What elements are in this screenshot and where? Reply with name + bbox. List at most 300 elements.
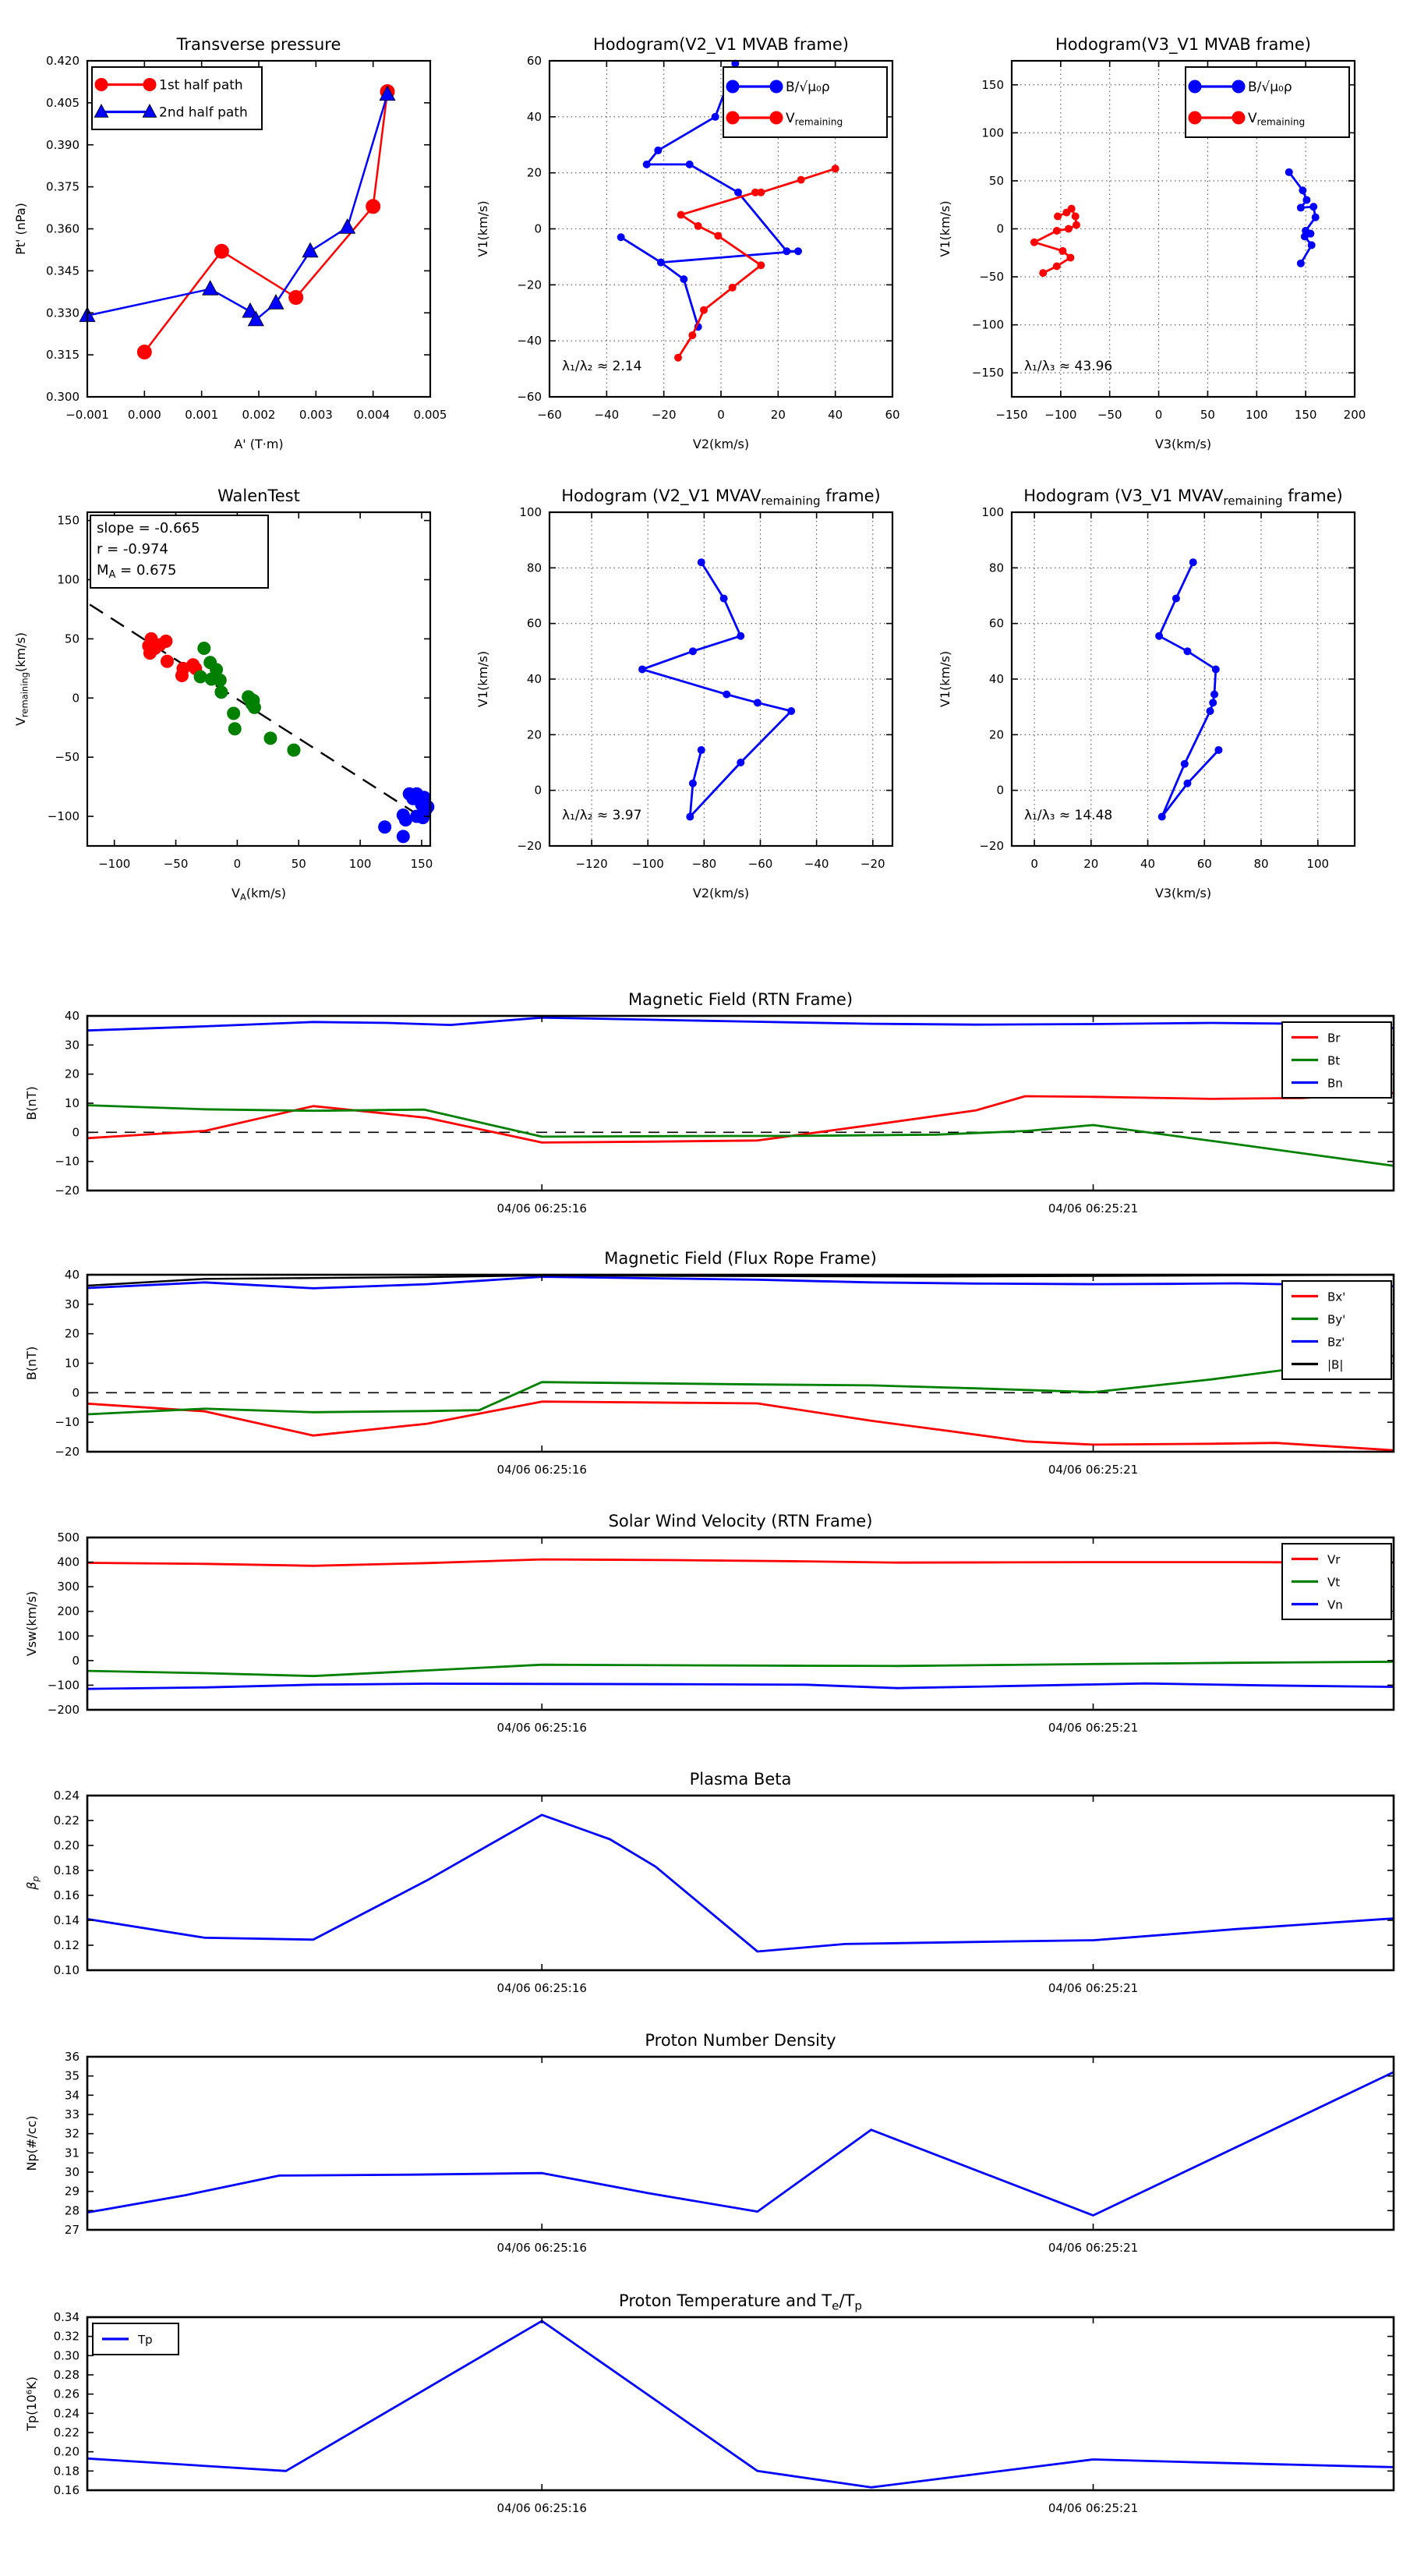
circle-marker: [797, 176, 804, 183]
circle-marker: [228, 723, 241, 735]
x-tick-label: −50: [163, 857, 189, 871]
x-tick-label: −20: [860, 857, 885, 871]
y-axis-label: V1(km/s): [475, 650, 490, 708]
y-tick-label: 20: [64, 1067, 80, 1081]
y-tick-label: −20: [55, 1445, 80, 1459]
y-tick-label: 0.20: [53, 2444, 80, 2459]
circle-marker: [1040, 270, 1047, 277]
y-tick-label: 0.24: [53, 2406, 80, 2421]
circle-marker: [689, 331, 696, 338]
y-tick-label: 0.330: [46, 306, 80, 320]
legend-label: Bx': [1327, 1290, 1346, 1304]
circle-marker: [1308, 242, 1315, 249]
x-tick-label: 0: [1154, 408, 1163, 422]
y-tick-label: 0.300: [46, 390, 80, 404]
panel-hodogram-v2v1-mvav: [475, 487, 892, 901]
y-tick-label: −50: [55, 750, 80, 765]
x-tick-label: 0.004: [356, 408, 391, 422]
y-tick-label: −10: [55, 1415, 80, 1430]
circle-marker: [698, 746, 705, 753]
panel-mag-flux-rope: [24, 1249, 1394, 1477]
x-tick-label: 04/06 06:25:21: [1048, 1981, 1139, 1995]
series-line: [642, 562, 791, 816]
y-tick-label: −100: [971, 317, 1004, 332]
series-line: [87, 2072, 1394, 2216]
circle-marker: [215, 686, 228, 699]
circle-marker: [95, 79, 108, 91]
y-tick-label: −150: [971, 366, 1004, 380]
series-line: [87, 1356, 1394, 1414]
series-line: [87, 1815, 1394, 1951]
circle-marker: [1299, 187, 1306, 194]
y-axis-label: V1(km/s): [938, 200, 952, 257]
y-tick-label: 60: [988, 616, 1004, 631]
x-tick-label: 04/06 06:25:16: [497, 1721, 587, 1735]
axes-frame: [87, 1016, 1394, 1191]
circle-marker: [1207, 708, 1214, 715]
circle-marker: [137, 345, 151, 359]
x-tick-label: 60: [1196, 857, 1212, 871]
y-tick-label: 33: [64, 2107, 80, 2121]
x-tick-label: 80: [1253, 857, 1269, 871]
circle-marker: [1297, 260, 1304, 267]
y-tick-label: −20: [55, 1184, 80, 1198]
y-tick-label: 100: [981, 126, 1004, 140]
series-line: [87, 1683, 1394, 1689]
x-tick-label: 04/06 06:25:21: [1048, 1463, 1139, 1477]
x-tick-label: 04/06 06:25:16: [497, 1981, 587, 1995]
x-tick-label: 50: [1200, 408, 1215, 422]
y-tick-label: 0.375: [46, 179, 80, 194]
y-tick-label: 20: [64, 1326, 80, 1341]
y-tick-label: 40: [526, 672, 542, 686]
circle-marker: [832, 165, 839, 172]
circle-marker: [788, 708, 795, 715]
y-tick-label: 0.20: [53, 1838, 80, 1852]
y-tick-label: −10: [55, 1154, 80, 1169]
x-tick-label: −20: [651, 408, 677, 422]
y-tick-label: 34: [64, 2088, 80, 2103]
series-v-hodogram: [639, 559, 795, 820]
circle-marker: [1184, 648, 1191, 655]
series-line: [144, 92, 387, 352]
x-tick-label: 20: [770, 408, 786, 422]
series-v-hodogram: [1156, 559, 1222, 820]
legend-label: Bn: [1327, 1076, 1343, 1091]
x-tick-label: 04/06 06:25:16: [497, 1463, 587, 1477]
circle-marker: [1212, 666, 1219, 673]
x-tick-label: −100: [1044, 408, 1077, 422]
panel-proton-temperature: [24, 2291, 1394, 2515]
series-line: [90, 604, 428, 821]
y-tick-label: 200: [57, 1604, 80, 1619]
legend-label: B/√μ₀ρ: [786, 80, 830, 95]
x-tick-label: 04/06 06:25:21: [1048, 2501, 1139, 2515]
panel-title: Solar Wind Velocity (RTN Frame): [608, 1512, 873, 1530]
legend: [1282, 1022, 1391, 1098]
circle-marker: [737, 759, 744, 766]
panel-hodogram-v2v1-mvab: [475, 35, 900, 451]
panel-title: Hodogram(V3_V1 MVAB frame): [1055, 35, 1311, 54]
circle-marker: [228, 707, 240, 720]
y-tick-label: 32: [64, 2126, 80, 2141]
circle-marker: [1072, 213, 1079, 220]
y-tick-label: 0.34: [53, 2310, 80, 2324]
circle-marker: [1232, 80, 1245, 93]
y-tick-label: 40: [64, 1268, 80, 1282]
circle-marker: [1189, 111, 1201, 124]
x-tick-label: 0.003: [299, 408, 333, 422]
x-axis-label: V3(km/s): [1154, 437, 1212, 451]
x-axis-label: V2(km/s): [692, 437, 750, 451]
circle-marker: [366, 200, 380, 214]
circle-marker: [214, 674, 226, 687]
series-vr: [87, 1559, 1394, 1566]
series-bx-: [87, 1402, 1394, 1450]
panel-title: Transverse pressure: [176, 35, 341, 54]
circle-marker: [735, 189, 742, 196]
circle-marker: [698, 559, 705, 566]
legend-label: Br: [1327, 1031, 1341, 1046]
circle-marker: [1310, 203, 1317, 211]
y-axis-label: B(nT): [24, 1346, 39, 1381]
circle-marker: [1232, 111, 1245, 124]
series-line: [87, 1559, 1394, 1566]
series-bn: [87, 1017, 1394, 1031]
y-tick-label: 0.390: [46, 137, 80, 152]
circle-marker: [143, 79, 156, 91]
legend: [1186, 67, 1349, 137]
circle-marker: [1303, 196, 1310, 203]
legend-label: Vn: [1327, 1598, 1343, 1612]
series-line: [87, 1106, 1394, 1166]
circle-marker: [1053, 263, 1060, 270]
x-tick-label: 60: [885, 408, 900, 422]
x-tick-label: 50: [291, 857, 306, 871]
triangle-marker: [340, 219, 355, 233]
legend-label: Bz': [1327, 1335, 1345, 1350]
x-tick-label: 100: [1306, 857, 1330, 871]
x-tick-label: −100: [98, 857, 131, 871]
x-axis-label: $V_A(km/s)$: [231, 886, 286, 903]
legend: [92, 67, 262, 129]
series-fit-line: [90, 604, 428, 821]
x-tick-label: 0.000: [127, 408, 161, 422]
x-tick-label: 200: [1343, 408, 1366, 422]
y-tick-label: 30: [64, 1297, 80, 1311]
x-tick-label: 04/06 06:25:16: [497, 2501, 587, 2515]
y-tick-label: 30: [64, 1038, 80, 1053]
x-axis-label: V2(km/s): [692, 886, 750, 901]
y-tick-label: −100: [47, 809, 80, 824]
x-tick-label: 04/06 06:25:16: [497, 2241, 587, 2255]
circle-marker: [675, 354, 682, 361]
x-tick-label: 40: [828, 408, 843, 422]
legend-label: |B|: [1327, 1357, 1344, 1372]
circle-marker: [1156, 632, 1163, 639]
y-tick-label: 0: [72, 1653, 80, 1668]
circle-marker: [1215, 746, 1222, 753]
y-tick-label: 300: [57, 1580, 80, 1594]
x-tick-label: 04/06 06:25:16: [497, 1201, 587, 1215]
triangle-marker: [268, 295, 284, 309]
circle-marker: [655, 147, 662, 154]
circle-marker: [1030, 239, 1037, 246]
legend: [1282, 1544, 1391, 1619]
panel-title: Plasma Beta: [689, 1770, 792, 1789]
y-tick-label: 0.16: [53, 1888, 80, 1902]
legend-label: $V_{remaining}$: [786, 111, 843, 128]
y-tick-label: 29: [64, 2184, 80, 2199]
circle-marker: [194, 671, 207, 683]
panel-transverse-pressure: [13, 35, 447, 451]
circle-marker: [715, 232, 722, 239]
circle-marker: [288, 744, 300, 756]
y-tick-label: 150: [981, 77, 1004, 92]
circle-marker: [1059, 247, 1066, 254]
x-tick-label: 150: [1294, 408, 1317, 422]
panel-title: Hodogram (V3_V1 $MVAV_{remaining}$ frame): [1023, 487, 1343, 508]
y-tick-label: 0: [996, 221, 1004, 236]
circle-marker: [422, 801, 434, 813]
circle-marker: [686, 161, 693, 168]
circle-marker: [198, 642, 210, 655]
circle-marker: [689, 780, 696, 787]
y-axis-label: $V_{remaining}(km/s)$: [13, 632, 30, 727]
y-tick-label: 0: [534, 783, 542, 798]
circle-marker: [770, 111, 783, 124]
y-tick-label: 100: [57, 1629, 80, 1644]
y-tick-label: 0.28: [53, 2368, 80, 2382]
circle-marker: [701, 306, 708, 313]
y-tick-label: 150: [57, 513, 80, 528]
y-axis-label: Pt' (nPa): [13, 203, 28, 255]
y-tick-label: 400: [57, 1555, 80, 1569]
lambda-annotation: λ₁/λ₃ ≈ 43.96: [1024, 359, 1113, 374]
circle-marker: [1297, 204, 1304, 211]
panel-title: Proton Temperature and $T_e/T_p$: [619, 2291, 862, 2313]
legend: [1282, 1281, 1391, 1379]
x-axis-label: A' (T·m): [234, 437, 284, 451]
circle-marker: [1067, 254, 1074, 261]
x-tick-label: 04/06 06:25:21: [1048, 1201, 1139, 1215]
series-b-sqrt-mu0-rho-: [1285, 168, 1319, 267]
y-tick-label: 28: [64, 2203, 80, 2218]
series-v-remaining: [1030, 205, 1080, 277]
circle-marker: [770, 80, 783, 93]
panel-hodogram-v3v1-mvab: [938, 35, 1366, 451]
y-tick-label: 0: [72, 1125, 80, 1140]
x-tick-label: 40: [1140, 857, 1156, 871]
lambda-annotation: λ₁/λ₂ ≈ 2.14: [562, 359, 642, 374]
circle-marker: [161, 655, 174, 667]
panel-hodogram-v3v1-mvav: [938, 487, 1355, 901]
circle-marker: [677, 211, 684, 218]
y-axis-label: V1(km/s): [475, 200, 490, 257]
y-tick-label: 27: [64, 2223, 80, 2237]
circle-marker: [1189, 559, 1196, 566]
circle-marker: [783, 248, 790, 255]
circle-marker: [248, 701, 260, 713]
x-tick-label: 0.001: [185, 408, 219, 422]
series-group-1: [143, 632, 202, 681]
legend-label: Vt: [1327, 1575, 1341, 1590]
y-tick-label: 100: [57, 572, 80, 587]
circle-marker: [1184, 780, 1191, 787]
x-tick-label: −100: [631, 857, 664, 871]
circle-marker: [214, 244, 228, 258]
x-tick-label: 04/06 06:25:21: [1048, 1721, 1139, 1735]
y-axis-label: Np(#/cc): [24, 2115, 39, 2171]
panel-title: Hodogram (V2_V1 $MVAV_{remaining}$ frame): [561, 487, 881, 508]
series-line: [87, 1661, 1394, 1675]
y-tick-label: 10: [64, 1096, 80, 1110]
y-tick-label: 0.315: [46, 348, 80, 363]
x-tick-label: −0.001: [65, 408, 109, 422]
y-tick-label: 40: [988, 672, 1004, 686]
y-tick-label: 0.14: [53, 1913, 80, 1927]
y-tick-label: 20: [526, 165, 542, 180]
y-tick-label: −20: [517, 839, 542, 853]
circle-marker: [737, 632, 744, 639]
circle-marker: [1181, 760, 1188, 767]
circle-marker: [752, 189, 759, 196]
x-tick-label: 150: [410, 857, 433, 871]
y-tick-label: −40: [517, 334, 542, 349]
y-tick-label: −20: [979, 839, 1004, 853]
series-line: [1159, 562, 1218, 816]
y-tick-label: 0.16: [53, 2483, 80, 2497]
y-tick-label: 0: [72, 691, 80, 706]
circle-marker: [397, 830, 409, 843]
circle-marker: [399, 814, 412, 826]
panel-proton-density: [24, 2031, 1394, 2255]
circle-marker: [726, 111, 739, 124]
series-line: [1289, 172, 1316, 264]
circle-marker: [720, 595, 727, 602]
series-line: [87, 1017, 1394, 1031]
y-tick-label: 0.18: [53, 1863, 80, 1877]
y-tick-label: 31: [64, 2146, 80, 2160]
legend: [723, 67, 887, 137]
circle-marker: [723, 691, 730, 698]
y-tick-label: 0.26: [53, 2387, 80, 2401]
y-tick-label: 60: [526, 54, 542, 68]
circle-marker: [680, 276, 687, 283]
panel-title: WalenTest: [217, 487, 300, 505]
circle-marker: [379, 821, 391, 833]
series-line: [678, 168, 836, 357]
y-tick-label: 0.10: [53, 1963, 80, 1977]
x-tick-label: 0: [233, 857, 242, 871]
y-tick-label: 0: [72, 1385, 80, 1400]
y-tick-label: 50: [988, 173, 1004, 188]
x-tick-label: 0: [1030, 857, 1038, 871]
y-tick-label: 0: [534, 221, 542, 236]
x-tick-label: 100: [348, 857, 372, 871]
legend-label: Vr: [1327, 1552, 1341, 1567]
circle-marker: [689, 648, 696, 655]
x-tick-label: 0: [717, 408, 725, 422]
circle-marker: [1055, 213, 1062, 220]
circle-marker: [687, 813, 694, 820]
y-axis-label: Tp(10⁶K): [24, 2376, 39, 2431]
y-tick-label: 0.24: [53, 1789, 80, 1803]
legend-label: Tp: [138, 2333, 153, 2347]
circle-marker: [1285, 168, 1292, 175]
panel-title: Hodogram(V2_V1 MVAB frame): [593, 35, 849, 54]
x-tick-label: 100: [1245, 408, 1268, 422]
circle-marker: [264, 732, 277, 745]
circle-marker: [758, 262, 765, 269]
circle-marker: [639, 666, 646, 673]
x-tick-label: 04/06 06:25:21: [1048, 2241, 1139, 2255]
y-tick-label: 40: [526, 109, 542, 124]
panel-mag-rtn: [24, 990, 1394, 1215]
circle-marker: [289, 290, 303, 304]
x-tick-label: 0.005: [413, 408, 447, 422]
series-line: [87, 1402, 1394, 1450]
y-tick-label: 20: [526, 727, 542, 742]
circle-marker: [617, 234, 624, 241]
y-tick-label: 36: [64, 2050, 80, 2064]
y-tick-label: 0.405: [46, 95, 80, 110]
x-tick-label: −60: [537, 408, 562, 422]
y-tick-label: 20: [988, 727, 1004, 742]
panel-velocity-rtn: [24, 1512, 1394, 1735]
circle-marker: [1189, 80, 1201, 93]
x-tick-label: −60: [747, 857, 773, 871]
y-tick-label: −20: [517, 278, 542, 292]
series-np: [87, 2072, 1394, 2216]
y-axis-label: V1(km/s): [938, 650, 952, 708]
legend-label: B/√μ₀ρ: [1248, 80, 1292, 95]
triangle-marker: [203, 281, 218, 295]
series-vn: [87, 1683, 1394, 1689]
panel-plasma-beta: [24, 1770, 1394, 1995]
y-tick-label: 0.22: [53, 2426, 80, 2440]
series-line: [87, 2321, 1394, 2487]
circle-marker: [1053, 227, 1060, 234]
series-group-2: [194, 642, 300, 757]
y-tick-label: 50: [64, 632, 80, 646]
legend: [93, 2323, 178, 2355]
circle-marker: [729, 284, 736, 291]
y-tick-label: 60: [526, 616, 542, 631]
y-tick-label: 500: [57, 1530, 80, 1545]
y-tick-label: 0.345: [46, 264, 80, 278]
circle-marker: [175, 669, 188, 681]
panel-title: Magnetic Field (Flux Rope Frame): [604, 1249, 877, 1268]
axes-frame: [87, 2317, 1394, 2490]
x-tick-label: −40: [804, 857, 829, 871]
y-tick-label: 10: [64, 1356, 80, 1371]
legend-label: By': [1327, 1312, 1346, 1327]
series-vt: [87, 1661, 1394, 1675]
y-tick-label: 40: [64, 1009, 80, 1023]
y-tick-label: −60: [517, 390, 542, 404]
circle-marker: [1312, 214, 1319, 221]
circle-marker: [712, 113, 719, 120]
y-tick-label: 0.18: [53, 2464, 80, 2479]
triangle-marker: [302, 242, 318, 257]
x-axis-label: V3(km/s): [1154, 886, 1212, 901]
circle-marker: [643, 161, 650, 168]
y-tick-label: 80: [526, 561, 542, 575]
y-tick-label: 0.32: [53, 2329, 80, 2344]
series-tp: [87, 2321, 1394, 2487]
lambda-annotation: λ₁/λ₂ ≈ 3.97: [562, 808, 642, 823]
